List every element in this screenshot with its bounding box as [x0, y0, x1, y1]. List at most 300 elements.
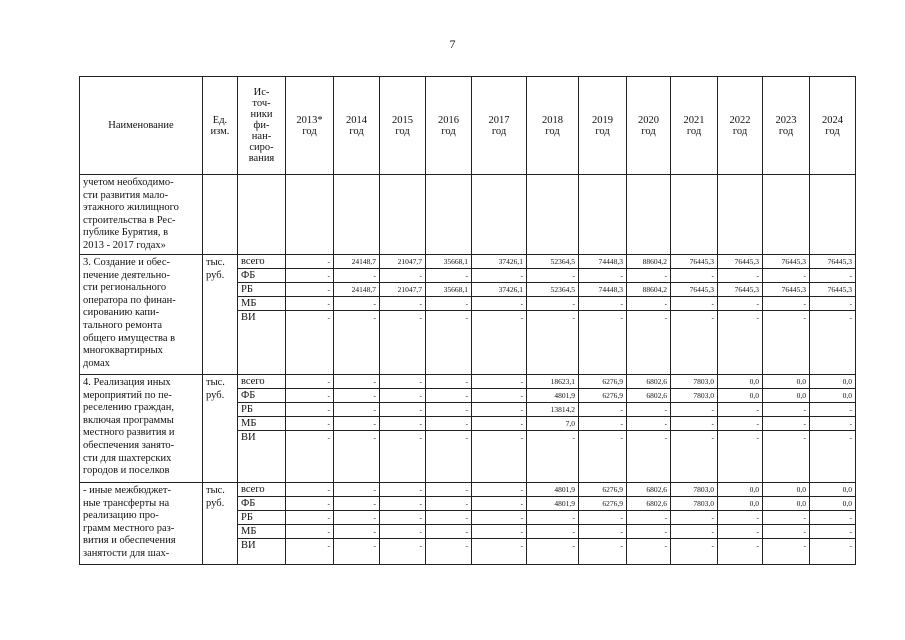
value: - [334, 497, 379, 511]
value: 21047,7 [380, 283, 425, 297]
value: - [527, 511, 578, 525]
value: - [380, 269, 425, 283]
row-name-line: публике Бурятия, в [83, 227, 169, 239]
row-sources [238, 255, 286, 375]
value-cell [627, 255, 671, 375]
value: - [380, 297, 425, 311]
value: - [419, 313, 422, 322]
value: - [373, 541, 376, 550]
value: - [756, 433, 759, 442]
value: - [803, 313, 806, 322]
value: 0,0 [810, 483, 855, 497]
row-name-line: тального ремонта [83, 319, 163, 331]
value: - [810, 297, 855, 311]
value: - [572, 433, 575, 442]
value-cell [579, 375, 627, 483]
value: - [763, 403, 809, 417]
row-name [80, 483, 203, 565]
value: 7803,0 [671, 483, 717, 497]
value: 0,0 [810, 375, 855, 389]
source-label: МБ [238, 417, 285, 431]
value: - [286, 403, 333, 417]
value: - [620, 313, 623, 322]
value: 6276,9 [579, 483, 626, 497]
value: - [334, 269, 379, 283]
value: - [380, 525, 425, 539]
row-name-line: ные трансферты на [83, 497, 170, 509]
value-cell [380, 483, 426, 565]
value: - [527, 525, 578, 539]
value: - [426, 483, 471, 497]
value-cell [426, 483, 472, 565]
value-cell [286, 175, 334, 255]
row-name-line: местного развития и [83, 427, 175, 439]
value: - [380, 483, 425, 497]
header-year [579, 77, 627, 175]
header-year [527, 77, 579, 175]
header-year-unit: год [441, 125, 456, 137]
value: - [520, 541, 523, 550]
value-cell [718, 175, 763, 255]
value-cell [579, 483, 627, 565]
value: - [286, 269, 333, 283]
header-year [671, 77, 718, 175]
row-unit-line: тыс. [206, 485, 225, 496]
value: 0,0 [763, 497, 809, 511]
value: 6276,9 [579, 375, 626, 389]
header-year-value: 2020 [638, 114, 659, 126]
value: - [286, 525, 333, 539]
source-label: РБ [238, 283, 285, 297]
table-row [80, 375, 856, 483]
value: 6802,6 [627, 497, 670, 511]
value: - [572, 313, 575, 322]
value: 37426,1 [472, 255, 526, 269]
value-cell [810, 255, 856, 375]
value: - [579, 511, 626, 525]
value-cell [334, 175, 380, 255]
value-cell [286, 255, 334, 375]
value: - [671, 269, 717, 283]
header-year [380, 77, 426, 175]
value-cell [527, 483, 579, 565]
value: - [472, 483, 526, 497]
value-cell [286, 483, 334, 565]
row-unit [203, 255, 238, 375]
value-cell [472, 175, 527, 255]
row-unit-line: руб. [206, 269, 225, 281]
value: 76445,3 [810, 255, 855, 269]
header-year-unit: год [641, 125, 656, 137]
value: - [664, 313, 667, 322]
value: - [849, 313, 852, 322]
value: 52364,5 [527, 283, 578, 297]
value: - [579, 269, 626, 283]
value: - [373, 433, 376, 442]
value: - [286, 497, 333, 511]
value: 6802,6 [627, 375, 670, 389]
value: - [286, 389, 333, 403]
value: - [671, 417, 717, 431]
table-body [80, 175, 856, 565]
row-name-line: оператора по финан- [83, 294, 176, 306]
row-name-line: этажного жилищного [83, 202, 179, 214]
source-label: ФБ [238, 269, 285, 283]
header-year-unit: год [491, 125, 507, 137]
value: - [756, 541, 759, 550]
value: - [718, 269, 762, 283]
row-name-line: реселению граждан, [83, 402, 174, 414]
value: - [579, 403, 626, 417]
value: 0,0 [810, 389, 855, 403]
value-cell [472, 483, 527, 565]
value: 76445,3 [763, 255, 809, 269]
header-year-value: 2022 [729, 114, 751, 126]
value: - [334, 525, 379, 539]
value: - [286, 283, 333, 297]
value: 37426,1 [472, 283, 526, 297]
value-cell [627, 483, 671, 565]
value-cell [579, 255, 627, 375]
header-unit: Ед. изм. [203, 77, 238, 175]
row-name-line: сти регионального [83, 282, 167, 294]
value: - [671, 403, 717, 417]
row-name-line: сированию капи- [83, 307, 160, 319]
header-year-unit: год [686, 125, 702, 137]
value: - [286, 375, 333, 389]
value: - [579, 417, 626, 431]
value: - [472, 525, 526, 539]
value: - [334, 483, 379, 497]
value: - [286, 483, 333, 497]
value-cell [763, 175, 810, 255]
row-unit-line: руб. [206, 389, 225, 401]
row-name-line: включая программы [83, 414, 174, 426]
value: - [520, 433, 523, 442]
value: - [664, 433, 667, 442]
value: - [426, 389, 471, 403]
row-name-line: мероприятий по пе- [83, 389, 172, 401]
header-year-unit: год [302, 125, 317, 137]
value: 76445,3 [671, 283, 717, 297]
value: - [718, 525, 762, 539]
value: 21047,7 [380, 255, 425, 269]
source-label: МБ [238, 297, 285, 311]
value: - [810, 269, 855, 283]
value: - [627, 511, 670, 525]
value: - [334, 417, 379, 431]
row-sources [238, 375, 286, 483]
value-cell [334, 375, 380, 483]
header-year-value: 2018 [542, 114, 563, 126]
value: 7803,0 [671, 375, 717, 389]
row-name [80, 255, 203, 375]
value: - [334, 297, 379, 311]
source-label: ФБ [238, 389, 285, 403]
row-sources [238, 483, 286, 565]
value: 0,0 [763, 375, 809, 389]
value: - [579, 297, 626, 311]
row-name-line: - иные межбюджет- [83, 485, 171, 496]
value: - [426, 269, 471, 283]
source-label: РБ [238, 403, 285, 417]
value-cell [763, 483, 810, 565]
value-cell [627, 175, 671, 255]
value: 6276,9 [579, 497, 626, 511]
value: 76445,3 [671, 255, 717, 269]
value-cell [334, 255, 380, 375]
value: - [572, 541, 575, 550]
value: - [286, 417, 333, 431]
value: - [286, 297, 333, 311]
value: - [627, 403, 670, 417]
value: - [426, 525, 471, 539]
value-cell [671, 255, 718, 375]
row-sources [238, 175, 286, 255]
value-cell [718, 483, 763, 565]
header-year-value: 2019 [592, 114, 613, 126]
value-cell [718, 255, 763, 375]
value-cell [627, 375, 671, 483]
table-row [80, 175, 856, 255]
value: - [327, 313, 330, 322]
value: - [627, 525, 670, 539]
table-row [80, 255, 856, 375]
value: 24148,7 [334, 283, 379, 297]
header-year [627, 77, 671, 175]
value: 74448,3 [579, 283, 626, 297]
value-cell [380, 175, 426, 255]
row-unit-line: руб. [206, 497, 225, 509]
value: - [426, 403, 471, 417]
header-year [334, 77, 380, 175]
value: - [527, 269, 578, 283]
row-name-line: общего имущества в [83, 332, 176, 344]
row-name-line: учетом необходимо- [83, 177, 174, 188]
header-year-unit: год [595, 125, 610, 137]
value: - [763, 269, 809, 283]
value: 0,0 [718, 375, 762, 389]
value: 4801,9 [527, 483, 578, 497]
value: 0,0 [718, 389, 762, 403]
source-label: всего [238, 255, 285, 269]
value: - [810, 403, 855, 417]
row-name-line: печение деятельно- [83, 269, 170, 281]
value: - [472, 389, 526, 403]
budget-table [79, 76, 856, 565]
table-row [80, 483, 856, 565]
value: - [334, 511, 379, 525]
value: - [671, 297, 717, 311]
value-cell [763, 375, 810, 483]
value: - [426, 511, 471, 525]
value: - [465, 433, 468, 442]
value-cell [810, 483, 856, 565]
header-year-unit: год [349, 125, 364, 137]
value: - [380, 417, 425, 431]
value: - [426, 297, 471, 311]
value-cell [380, 255, 426, 375]
source-label: всего [238, 483, 285, 497]
value: - [711, 541, 714, 550]
row-name-line: занятости для шах- [83, 547, 170, 559]
page-number: 7 [449, 37, 456, 51]
value-cell [472, 375, 527, 483]
value-cell [671, 175, 718, 255]
header-year-value: 2016 [438, 114, 459, 126]
header-year-value: 2017 [488, 114, 510, 126]
value: 6276,9 [579, 389, 626, 403]
value: 52364,5 [527, 255, 578, 269]
value: - [520, 313, 523, 322]
header-year-value: 2024 [822, 114, 843, 126]
value: - [327, 541, 330, 550]
value: - [718, 297, 762, 311]
value: - [627, 269, 670, 283]
value: - [286, 255, 333, 269]
value: - [334, 375, 379, 389]
header-year [810, 77, 856, 175]
value: - [810, 525, 855, 539]
value: 35668,1 [426, 255, 471, 269]
value: 35668,1 [426, 283, 471, 297]
value: 76445,3 [718, 255, 762, 269]
value: - [472, 497, 526, 511]
value: - [380, 389, 425, 403]
value: - [849, 541, 852, 550]
value: 7803,0 [671, 389, 717, 403]
header-year [472, 77, 527, 175]
value: - [763, 511, 809, 525]
value: - [718, 403, 762, 417]
value: - [472, 269, 526, 283]
value: - [334, 389, 379, 403]
value-cell [426, 175, 472, 255]
value: - [465, 313, 468, 322]
source-label: ВИ [241, 432, 256, 443]
header-year-value: 2013* [296, 114, 323, 126]
row-unit [203, 375, 238, 483]
value: - [334, 403, 379, 417]
header-year-value: 2014 [346, 114, 367, 126]
value: 74448,3 [579, 255, 626, 269]
value-cell [718, 375, 763, 483]
value: - [849, 433, 852, 442]
header-source: Ис- точ- ники фи- нан- сиро- вания [238, 77, 286, 175]
value: - [380, 375, 425, 389]
source-label: РБ [238, 511, 285, 525]
value: - [620, 433, 623, 442]
row-name-line: городов и поселков [83, 465, 170, 477]
value: - [426, 375, 471, 389]
value-cell [579, 175, 627, 255]
value: 0,0 [718, 483, 762, 497]
value: - [671, 525, 717, 539]
value: 88604,2 [627, 283, 670, 297]
value: - [620, 541, 623, 550]
value: - [810, 511, 855, 525]
value-cell [472, 255, 527, 375]
value: - [380, 497, 425, 511]
value-cell [380, 375, 426, 483]
header-year-unit: год [732, 125, 748, 137]
value: - [465, 541, 468, 550]
value: - [803, 433, 806, 442]
value: 7,0 [527, 417, 578, 431]
row-name-line: строительства в Рес- [83, 214, 176, 226]
value: 13814,2 [527, 403, 578, 417]
header-name: Наименование [80, 77, 203, 175]
value: - [419, 541, 422, 550]
row-name [80, 375, 203, 483]
value: - [419, 433, 422, 442]
value-cell [810, 175, 856, 255]
value: - [472, 511, 526, 525]
value: 7803,0 [671, 497, 717, 511]
value: - [711, 313, 714, 322]
value: - [373, 313, 376, 322]
value: - [627, 417, 670, 431]
row-name-line: грамм местного раз- [83, 522, 175, 534]
value: - [327, 433, 330, 442]
value: 6802,6 [627, 483, 670, 497]
value: - [380, 403, 425, 417]
value: - [664, 541, 667, 550]
row-name-line: вития и обеспечения [83, 535, 176, 547]
value: - [380, 511, 425, 525]
value: 6802,6 [627, 389, 670, 403]
row-name-line: сти для шахтерских [83, 452, 172, 464]
header-year-value: 2023 [775, 114, 797, 126]
value: - [756, 313, 759, 322]
row-name-line: 3. Создание и обес- [83, 257, 171, 268]
value: 0,0 [718, 497, 762, 511]
value: 4801,9 [527, 389, 578, 403]
value: - [763, 525, 809, 539]
value-cell [426, 255, 472, 375]
header-year [718, 77, 763, 175]
row-name [80, 175, 203, 255]
header-year [286, 77, 334, 175]
source-label: ВИ [241, 540, 256, 551]
row-unit [203, 175, 238, 255]
header-year-unit: год [778, 125, 794, 137]
header-row [80, 77, 856, 175]
value: - [718, 417, 762, 431]
header-year-value: 2015 [392, 114, 413, 126]
value: - [763, 417, 809, 431]
source-label: всего [238, 375, 285, 389]
value: - [627, 297, 670, 311]
source-label: ВИ [241, 312, 256, 323]
value: - [472, 417, 526, 431]
value: - [426, 417, 471, 431]
header-year-unit: год [825, 125, 840, 137]
row-name-line: 2013 - 2017 годах» [83, 239, 166, 251]
header-year-unit: год [395, 125, 410, 137]
header-year-value: 2021 [683, 114, 705, 126]
value: - [718, 511, 762, 525]
value: 0,0 [763, 483, 809, 497]
row-name-line: многоквартирных [83, 345, 163, 357]
header-year [763, 77, 810, 175]
header-year-unit: год [545, 125, 560, 137]
row-name-line: обеспечения занято- [83, 439, 175, 451]
row-unit-line: тыс. [206, 257, 225, 268]
value-cell [671, 375, 718, 483]
source-label: МБ [238, 525, 285, 539]
value-cell [671, 483, 718, 565]
